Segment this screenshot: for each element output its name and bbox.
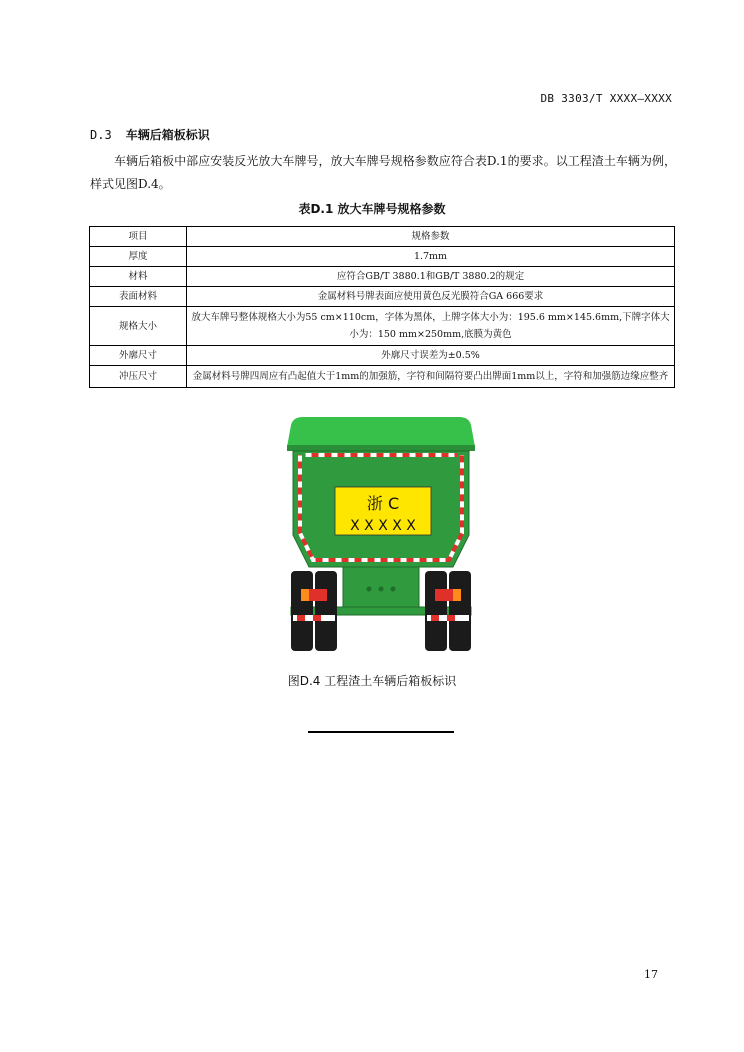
table-row bbox=[90, 267, 675, 287]
tarp-rim bbox=[287, 445, 475, 451]
row-item: 厚度 bbox=[90, 247, 187, 267]
chassis-bolt bbox=[367, 587, 372, 592]
left-wheel-inner bbox=[315, 571, 337, 651]
chassis-bolt bbox=[391, 587, 396, 592]
table-row bbox=[90, 346, 675, 366]
right-tail-light-amber bbox=[453, 589, 461, 601]
left-wheel-outer bbox=[291, 571, 313, 651]
tarp-cover bbox=[287, 417, 475, 447]
spec-table bbox=[89, 226, 675, 388]
end-rule bbox=[308, 731, 454, 733]
row-spec: 外廓尺寸误差为±0.5% bbox=[187, 346, 675, 366]
table-caption: 表D.1 放大车牌号规格参数 bbox=[298, 202, 446, 216]
row-spec: 金属材料号牌表面应使用黄色反光膜符合GA 666要求 bbox=[187, 287, 675, 307]
left-tail-light-amber bbox=[301, 589, 309, 601]
table-header-row bbox=[90, 227, 675, 247]
section-number: D.3 bbox=[90, 128, 112, 142]
chassis-bolt bbox=[379, 587, 384, 592]
body-paragraph: 车辆后箱板中部应安装反光放大车牌号，放大车牌号规格参数应符合表D.1的要求。以工程渣土车辆为例，样式见图D.4。 bbox=[90, 154, 676, 191]
row-spec: 金属材料号牌四周应有凸起值大于1mm的加强筋，字符和间隔符要凸出牌面1mm以上，字符和加强筋边缘应整齐 bbox=[187, 366, 675, 388]
truck-illustration bbox=[283, 417, 479, 657]
table-row bbox=[90, 366, 675, 388]
plate-line-2: X X X X X bbox=[350, 518, 416, 534]
right-wheel-inner bbox=[425, 571, 447, 651]
section-title-text: 车辆后箱板标识 bbox=[125, 128, 210, 142]
row-item: 冲压尺寸 bbox=[90, 366, 187, 388]
row-spec: 1.7mm bbox=[187, 247, 675, 267]
row-spec: 应符合GB/T 3880.1和GB/T 3880.2的规定 bbox=[187, 267, 675, 287]
page-number: 17 bbox=[644, 968, 658, 981]
plate-line-1: 浙 C bbox=[366, 494, 400, 513]
document-code: DB 3303/T XXXX—XXXX bbox=[540, 92, 672, 105]
bumper-reflectors bbox=[293, 615, 469, 621]
column-header-item: 项目 bbox=[90, 227, 187, 247]
row-item: 材料 bbox=[90, 267, 187, 287]
row-item: 规格大小 bbox=[90, 307, 187, 346]
table-row bbox=[90, 307, 675, 346]
table-row bbox=[90, 287, 675, 307]
table-row bbox=[90, 247, 675, 267]
row-item: 外廓尺寸 bbox=[90, 346, 187, 366]
truck-rear-figure bbox=[283, 417, 479, 657]
row-spec: 放大车牌号整体规格大小为55 cm×110cm，字体为黑体，上牌字体大小为：195.6 mm×145.6mm,下牌字体大小为：150 mm×250mm,底膜为黄色 bbox=[187, 307, 675, 346]
section-heading bbox=[90, 126, 210, 143]
right-wheel-outer bbox=[449, 571, 471, 651]
figure-caption: 图D.4 工程渣土车辆后箱板标识 bbox=[287, 674, 457, 688]
row-item: 表面材料 bbox=[90, 287, 187, 307]
column-header-spec: 规格参数 bbox=[187, 227, 675, 247]
